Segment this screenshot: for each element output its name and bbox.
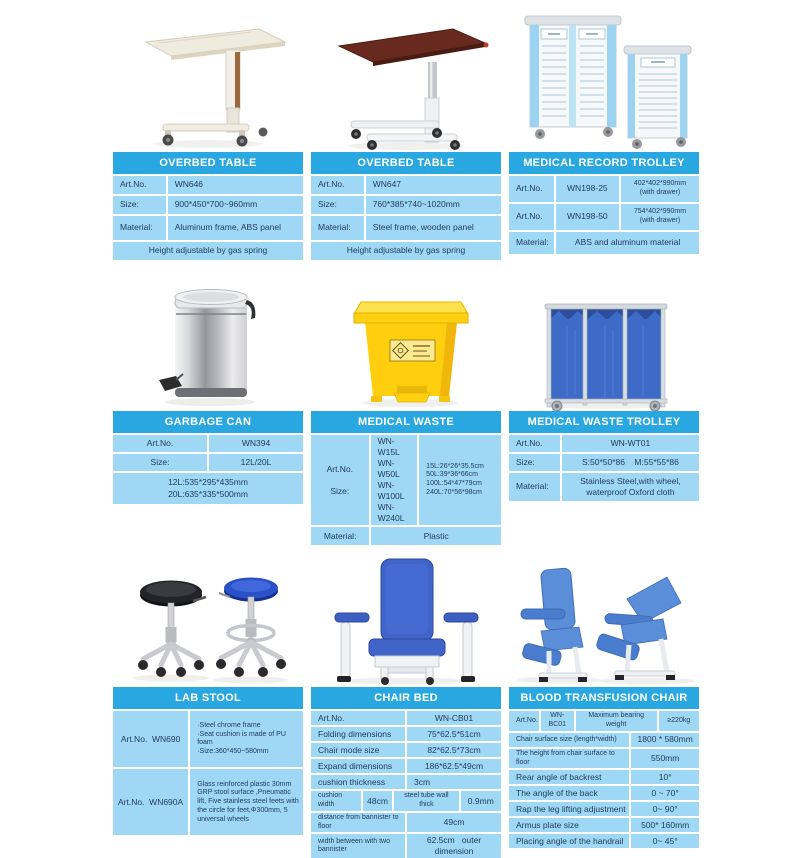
product-card-garbage-can	[113, 260, 303, 545]
spec-table-body	[113, 711, 303, 835]
product-card-overbed-table-wn646	[113, 0, 303, 260]
spec-cell: 402*402*990mm (with drawer)	[621, 176, 699, 202]
spec-cell: Material:	[113, 216, 166, 240]
spec-table-title: GARBAGE CAN	[113, 411, 303, 433]
spec-row	[311, 216, 501, 240]
spec-table-body	[113, 176, 303, 260]
spec-table-garbage-can	[113, 411, 303, 504]
spec-row	[113, 711, 303, 767]
spec-row	[311, 791, 501, 811]
spec-row	[113, 769, 303, 835]
spec-cell: Aluminum frame, ABS panel	[168, 216, 303, 240]
spec-cell: 15L:26*26*35.5cm 50L:39*36*66cm 100L:54*47*79cm 240L:70*56*98cm	[419, 435, 501, 525]
product-image-lab-stools	[113, 553, 303, 685]
product-card-blood-transfusion-chair	[509, 545, 699, 858]
spec-table-title: MEDICAL RECORD TROLLEY	[509, 152, 699, 174]
spec-cell: WN646	[168, 176, 303, 194]
spec-cell: WN198-50	[556, 204, 619, 230]
spec-row	[509, 232, 699, 254]
spec-table-body	[311, 176, 501, 260]
spec-cell: 12L/20L	[209, 454, 303, 471]
spec-row	[509, 834, 699, 848]
spec-table-lab-stool	[113, 687, 303, 835]
product-image-garbage-can	[113, 266, 303, 409]
spec-row	[113, 242, 303, 260]
spec-cell: Material:	[509, 232, 554, 254]
spec-cell: 75*62.5*51cm	[407, 727, 501, 741]
spec-table-overbed-table-wn647	[311, 152, 501, 260]
spec-cell: 1800 * 580mm	[631, 733, 699, 747]
spec-cell: Glass reinforced plastic 30mm GRP stool surface ,Pneumatic lift, Five stainless steel feets with the circle for feet,Φ300mm, 5 universal wheels	[190, 769, 303, 835]
spec-row	[311, 759, 501, 773]
spec-cell: distance from bannister to floor	[311, 813, 405, 833]
spec-cell: 62.5cm outer dimension	[407, 834, 501, 858]
spec-cell: Chair surface size (length*width)	[509, 733, 629, 747]
spec-cell: Art.No.	[113, 435, 207, 452]
spec-row	[311, 176, 501, 194]
spec-table-body	[311, 711, 501, 858]
product-card-medical-waste-trolley	[509, 260, 699, 545]
spec-cell: WN-BC01	[541, 711, 574, 731]
spec-row	[113, 196, 303, 214]
spec-cell: Art.No.	[311, 711, 405, 725]
product-image-medical-waste-bin	[311, 266, 501, 409]
spec-cell: Size:	[509, 454, 560, 471]
spec-table-medical-waste-trolley	[509, 411, 699, 501]
spec-cell: Material:	[311, 216, 364, 240]
spec-cell: 82*62.5*73cm	[407, 743, 501, 757]
spec-cell: WN-WT01	[562, 435, 699, 452]
spec-row	[509, 802, 699, 816]
product-image-blood-transfusion-chairs	[509, 553, 699, 685]
spec-row	[113, 454, 303, 471]
spec-row	[311, 196, 501, 214]
spec-cell: 48cm	[363, 791, 392, 811]
spec-cell: 0 ~ 70°	[631, 786, 699, 800]
product-card-overbed-table-wn647	[311, 0, 501, 260]
spec-row	[509, 818, 699, 832]
spec-cell: steel tube wall thick	[394, 791, 458, 811]
spec-cell: Art.No.	[509, 204, 554, 230]
spec-cell: ·Steel chrome frame ·Seat cushion is made of PU foam ·Size:360*450~580mm	[190, 711, 303, 767]
spec-row	[113, 473, 303, 504]
spec-cell: 500* 160mm	[631, 818, 699, 832]
spec-cell: Rear angle of backrest	[509, 770, 629, 784]
spec-row	[509, 749, 699, 769]
spec-cell: 10°	[631, 770, 699, 784]
spec-table-blood-transfusion-chair	[509, 687, 699, 848]
spec-table-body	[509, 176, 699, 254]
spec-table-body	[509, 711, 699, 848]
spec-table-title: LAB STOOL	[113, 687, 303, 709]
spec-cell: Plastic	[371, 527, 501, 545]
product-card-chair-bed	[311, 545, 501, 858]
spec-table-body	[509, 435, 699, 501]
spec-row	[509, 711, 699, 731]
spec-cell: Folding dimensions	[311, 727, 405, 741]
spec-row	[311, 711, 501, 725]
spec-row	[509, 733, 699, 747]
spec-cell: 550mm	[631, 749, 699, 769]
spec-row	[311, 527, 501, 545]
spec-table-chair-bed	[311, 687, 501, 858]
spec-row	[113, 176, 303, 194]
spec-cell: 0~ 90°	[631, 802, 699, 816]
spec-cell: Expand dimensions	[311, 759, 405, 773]
product-image-medical-record-trolley	[509, 0, 699, 150]
spec-cell: Rap the leg lifting adjustment	[509, 802, 629, 816]
spec-row	[311, 727, 501, 741]
spec-table-body	[113, 435, 303, 504]
spec-cell: WN-W15L WN-W50L WN-W100L WN-W240L	[371, 435, 418, 525]
spec-cell: The angle of the back	[509, 786, 629, 800]
spec-cell: Armus plate size	[509, 818, 629, 832]
spec-cell: Art.No.	[113, 176, 166, 194]
spec-cell: Size:	[113, 196, 166, 214]
spec-row	[509, 454, 699, 471]
spec-row	[311, 813, 501, 833]
spec-cell: Material:	[509, 473, 560, 501]
spec-cell: 3cm	[407, 775, 501, 789]
spec-table-title: OVERBED TABLE	[311, 152, 501, 174]
spec-row	[509, 770, 699, 784]
spec-cell: 12L:535*295*435mm 20L:635*335*500mm	[113, 473, 303, 504]
spec-cell: Art.No.	[509, 711, 539, 731]
spec-table-title: MEDICAL WASTE	[311, 411, 501, 433]
spec-cell: ABS and aluminum material	[556, 232, 699, 254]
spec-cell: 49cm	[407, 813, 501, 833]
spec-row	[311, 743, 501, 757]
spec-cell: 760*385*740~1020mm	[366, 196, 501, 214]
spec-table-title: CHAIR BED	[311, 687, 501, 709]
spec-cell: cushion thickness	[311, 775, 405, 789]
spec-cell: 0~ 45°	[631, 834, 699, 848]
spec-cell: Size:	[311, 196, 364, 214]
product-card-medical-waste-bin	[311, 260, 501, 545]
spec-row	[509, 176, 699, 202]
spec-table-medical-waste-bin	[311, 411, 501, 545]
spec-cell: WN394	[209, 435, 303, 452]
product-card-lab-stool	[113, 545, 303, 858]
spec-cell: WN198-25	[556, 176, 619, 202]
spec-cell: Art.No.	[509, 176, 554, 202]
spec-cell: Art.No. Size:	[311, 435, 369, 525]
spec-row	[311, 775, 501, 789]
spec-table-title: OVERBED TABLE	[113, 152, 303, 174]
spec-cell: Chair mode size	[311, 743, 405, 757]
spec-cell: Height adjustable by gas spring	[311, 242, 501, 260]
spec-row	[509, 204, 699, 230]
spec-cell: Material:	[311, 527, 369, 545]
spec-cell: Placing angle of the handrail	[509, 834, 629, 848]
spec-cell: 186*62.5*49cm	[407, 759, 501, 773]
spec-row	[509, 473, 699, 501]
spec-row	[311, 242, 501, 260]
spec-row	[311, 435, 501, 525]
spec-cell: width between with two bannister	[311, 834, 405, 858]
spec-cell: 900*450*700~960mm	[168, 196, 303, 214]
product-image-overbed-table-wood	[311, 0, 501, 150]
spec-row	[113, 435, 303, 452]
spec-cell: WN-CB01	[407, 711, 501, 725]
spec-cell: The height from chair surface to floor	[509, 749, 629, 769]
spec-cell: Size:	[113, 454, 207, 471]
spec-cell: Art.No.	[509, 435, 560, 452]
spec-cell: Maximum bearing weight	[576, 711, 657, 731]
spec-cell: 0.9mm	[461, 791, 501, 811]
spec-cell: Art.No. WN690A	[113, 769, 188, 835]
spec-row	[509, 435, 699, 452]
product-image-chair-bed	[311, 553, 501, 685]
spec-cell: Stainless Steel,with wheel, waterproof Oxford cloth	[562, 473, 699, 501]
spec-table-title: MEDICAL WASTE TROLLEY	[509, 411, 699, 433]
spec-cell: Art.No.	[311, 176, 364, 194]
spec-row	[311, 834, 501, 858]
spec-cell: Steel frame, wooden panel	[366, 216, 501, 240]
spec-table-body	[311, 435, 501, 545]
spec-cell: cushion width	[311, 791, 361, 811]
spec-table-title: BLOOD TRANSFUSION CHAIR	[509, 687, 699, 709]
product-card-medical-record-trolley	[509, 0, 699, 260]
spec-table-medical-record-trolley	[509, 152, 699, 254]
product-image-overbed-table-abs	[113, 0, 303, 150]
spec-cell: WN647	[366, 176, 501, 194]
spec-cell: S:50*50*86 M:55*55*86	[562, 454, 699, 471]
spec-cell: Height adjustable by gas spring	[113, 242, 303, 260]
spec-cell: Art.No. WN690	[113, 711, 188, 767]
spec-table-overbed-table-wn646	[113, 152, 303, 260]
spec-cell: ≥220kg	[659, 711, 699, 731]
spec-row	[509, 786, 699, 800]
spec-cell: 754*402*990mm (with drawer)	[621, 204, 699, 230]
spec-row	[113, 216, 303, 240]
product-image-medical-waste-trolley	[509, 266, 699, 409]
